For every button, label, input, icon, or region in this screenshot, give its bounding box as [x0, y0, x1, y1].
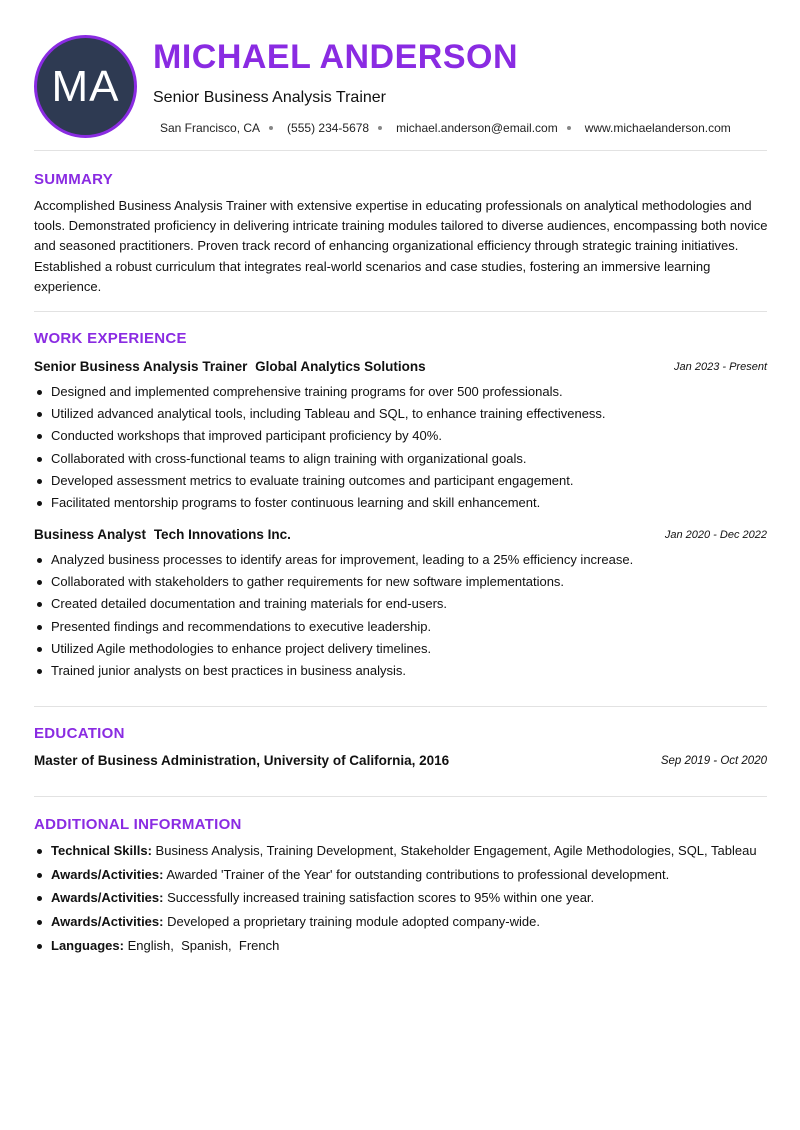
- list-item: Trained junior analysts on best practices in business analysis.: [34, 660, 767, 682]
- item-text: Business Analysis, Training Development, Stakeholder Engagement, Agile Methodologies, SQL, Tableau: [155, 843, 757, 858]
- list-item: Created detailed documentation and training materials for end-users.: [34, 593, 767, 615]
- education-degree: Master of Business Administration, University of California, 2016: [34, 753, 450, 768]
- list-item: [34, 864, 784, 888]
- contact-location: San Francisco, CA: [160, 121, 261, 135]
- summary-text: Accomplished Business Analysis Trainer with extensive expertise in educating professionals on analytical methodologies and tools. Demonstrated proficiency in delivering intricate training modules tailored to diverse audiences, encompassing both novice and seasoned practitioners. Proven track record of enhancing organizational efficiency through strategic training initiatives. Established a robust curriculum that integrates real-world scenarios and case studies, fostering an immersive learning experience.: [34, 198, 768, 294]
- list-item: Analyzed business processes to identify areas for improvement, leading to a 25% efficiency increase.: [34, 549, 767, 571]
- list-item: Collaborated with cross-functional teams to align training with organizational goals.: [34, 448, 767, 470]
- job-dates: Jan 2023 - Present: [674, 361, 767, 373]
- list-item: Presented findings and recommendations to executive leadership.: [34, 616, 767, 638]
- divider: [34, 796, 767, 797]
- job-company: Global Analytics Solutions: [255, 359, 426, 374]
- item-label: Languages:: [51, 938, 124, 953]
- job-role: Business Analyst: [34, 527, 147, 542]
- list-item: [34, 911, 784, 935]
- education-dates: Sep 2019 - Oct 2020: [660, 755, 767, 767]
- item-text: English, Spanish, French: [127, 938, 280, 953]
- item-text: Successfully increased training satisfaction scores to 95% within one year.: [167, 890, 595, 905]
- list-item: Developed assessment metrics to evaluate training outcomes and participant engagement.: [34, 470, 767, 492]
- summary-heading: SUMMARY: [34, 171, 114, 188]
- list-item: [34, 935, 784, 959]
- contact-phone: (555) 234-5678: [287, 121, 370, 135]
- item-label: Awards/Activities:: [51, 913, 164, 929]
- list-item: [34, 840, 784, 864]
- job-header: [34, 527, 767, 545]
- job-bullets: [34, 549, 767, 682]
- contact-website: www.michaelanderson.com: [584, 121, 731, 135]
- item-label: Awards/Activities:: [51, 866, 164, 882]
- education-entry: [34, 753, 767, 773]
- list-item: Utilized advanced analytical tools, including Tableau and SQL, to enhance training effectiveness.: [34, 403, 767, 425]
- additional-heading: ADDITIONAL INFORMATION: [34, 816, 242, 833]
- job-dates: Jan 2020 - Dec 2022: [664, 529, 767, 541]
- job-role: Senior Business Analysis Trainer: [34, 359, 248, 374]
- divider: [34, 706, 767, 707]
- item-text: Awarded 'Trainer of the Year' for outstanding contributions to professional development.: [166, 866, 670, 882]
- job-company: Tech Innovations Inc.: [153, 527, 291, 542]
- contact-bar: [160, 121, 731, 135]
- list-item: [34, 887, 784, 911]
- avatar-initials: MA: [51, 61, 120, 111]
- candidate-name: MICHAEL ANDERSON: [153, 38, 519, 76]
- item-text: Developed a proprietary training module adopted company-wide.: [167, 913, 540, 929]
- divider: [34, 150, 767, 151]
- contact-email: michael.anderson@email.com: [396, 121, 558, 135]
- experience-heading: WORK EXPERIENCE: [34, 330, 187, 347]
- item-label: Technical Skills:: [51, 843, 152, 858]
- list-item: Collaborated with stakeholders to gather requirements for new software implementations.: [34, 571, 767, 593]
- list-item: Conducted workshops that improved participant proficiency by 40%.: [34, 425, 767, 447]
- separator-dot: [269, 126, 273, 130]
- list-item: Designed and implemented comprehensive training programs for over 500 professionals.: [34, 381, 767, 403]
- education-heading: EDUCATION: [34, 725, 125, 742]
- additional-list: [34, 840, 784, 959]
- separator-dot: [567, 126, 571, 130]
- job-bullets: [34, 381, 767, 514]
- separator-dot: [378, 126, 382, 130]
- avatar: [34, 35, 137, 138]
- list-item: Facilitated mentorship programs to foster continuous learning and skill enhancement.: [34, 492, 767, 514]
- list-item: Utilized Agile methodologies to enhance project delivery timelines.: [34, 638, 767, 660]
- divider: [34, 311, 767, 312]
- item-label: Awards/Activities:: [51, 890, 164, 905]
- job-header: [34, 359, 767, 377]
- candidate-title: Senior Business Analysis Trainer: [153, 89, 386, 106]
